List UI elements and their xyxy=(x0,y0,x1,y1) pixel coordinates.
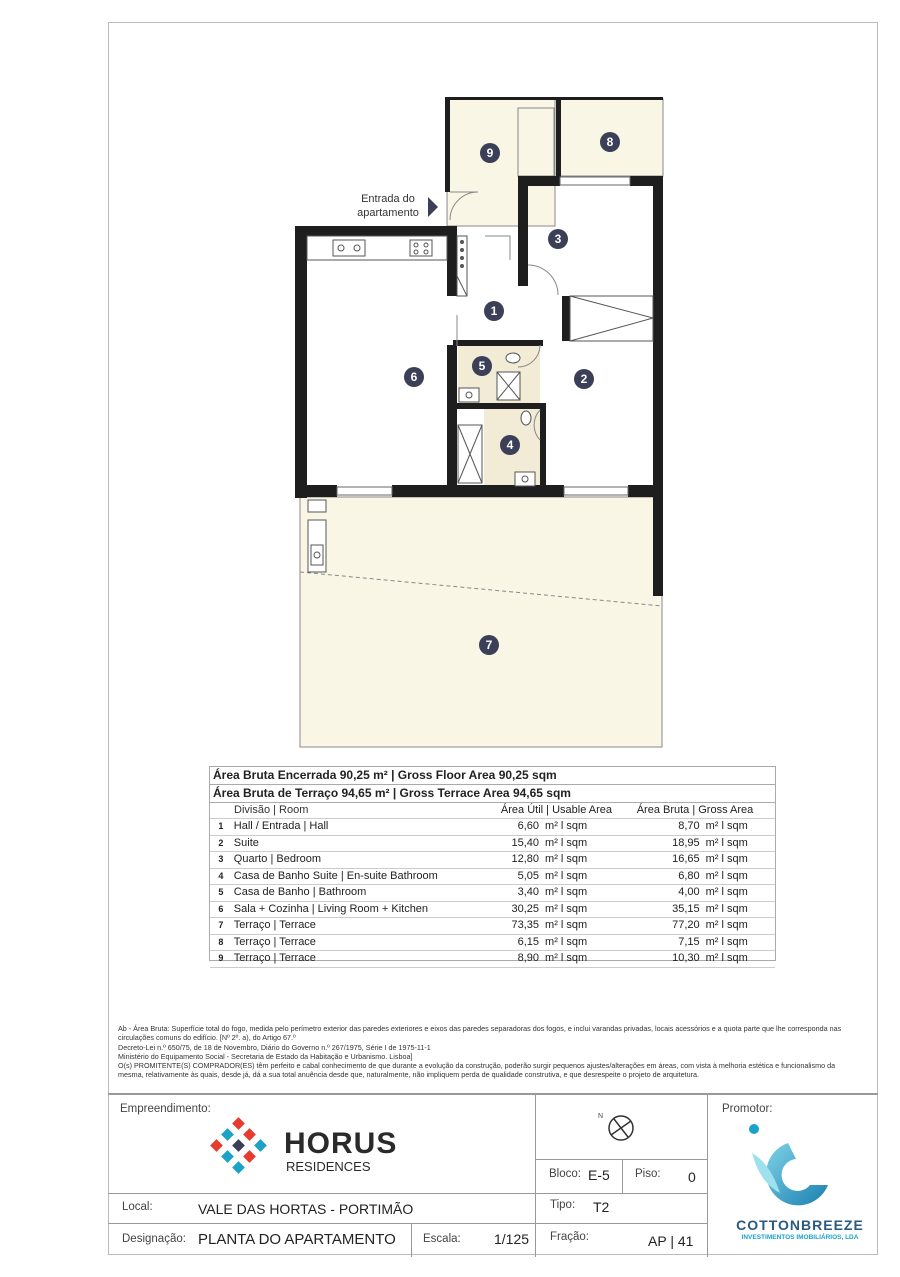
entrance-label xyxy=(352,192,424,220)
usable-unit: m² l sqm xyxy=(545,886,588,898)
wall-south xyxy=(307,485,337,497)
usable-area: 15,40 xyxy=(511,836,540,849)
wall-east xyxy=(653,176,663,596)
gross-area: 8,70 xyxy=(678,820,700,832)
usable-area: 6,15 xyxy=(517,935,540,948)
room-marker-8: 8 xyxy=(600,132,620,152)
designacao-label: Designação: xyxy=(122,1233,186,1245)
room-marker-9: 9 xyxy=(480,143,500,163)
usable-unit: m² l sqm xyxy=(545,935,588,948)
room-marker-3: 3 xyxy=(548,229,568,249)
table-row xyxy=(210,902,775,919)
room-number: 8 xyxy=(218,936,224,947)
room-number: 3 xyxy=(218,854,224,864)
brand-sub: RESIDENCES xyxy=(286,1159,371,1174)
promotor-sub: INVESTIMENTOS IMOBILIÁRIOS, LDA xyxy=(741,1234,859,1241)
gross-floor-area: Área Bruta Encerrada 90,25 m² | Gross Floor Area 90,25 sqm xyxy=(210,767,775,785)
tipo-label: Tipo: xyxy=(550,1199,576,1211)
bloco-value: E-5 xyxy=(588,1167,610,1183)
room-marker-4: 4 xyxy=(500,435,520,455)
note-line: Ministério do Equipamento Social - Secretaria de Estado da Habitação e Urbanismo. Lisboa] xyxy=(118,1051,413,1061)
bloco-label: Bloco: xyxy=(549,1168,581,1180)
usable-area: 5,05 xyxy=(517,869,540,882)
room-number: 9 xyxy=(218,953,224,963)
room-marker-2: 2 xyxy=(574,369,594,389)
gross-unit: m² l sqm xyxy=(705,952,748,964)
table-row xyxy=(210,819,775,836)
local-value: VALE DAS HORTAS - PORTIMÃO xyxy=(198,1201,414,1217)
col-gross: Área Bruta | Gross Area xyxy=(636,804,754,816)
usable-unit: m² l sqm xyxy=(545,919,588,931)
gross-unit: m² l sqm xyxy=(705,902,748,915)
escala-label: Escala: xyxy=(423,1233,461,1245)
room-marker-1: 1 xyxy=(484,301,504,321)
title-block xyxy=(108,1093,878,1255)
fracao-label: Fração: xyxy=(550,1231,589,1243)
legal-notes xyxy=(118,1024,866,1080)
gross-unit: m² l sqm xyxy=(705,853,748,865)
usable-area: 8,90 xyxy=(517,952,540,964)
room-name: Terraço | Terrace xyxy=(233,919,316,931)
room-number: 7 xyxy=(218,920,224,930)
usable-unit: m² l sqm xyxy=(545,952,588,964)
entrance-arrow-icon xyxy=(428,197,438,217)
room-number: 2 xyxy=(218,837,224,848)
gross-unit: m² l sqm xyxy=(705,836,748,849)
room-number: 4 xyxy=(218,870,224,881)
wall-west xyxy=(295,226,307,498)
gross-area: 7,15 xyxy=(678,935,700,948)
terrace-7-area xyxy=(300,497,662,747)
usable-area: 30,25 xyxy=(511,902,540,915)
gross-area: 18,95 xyxy=(672,836,700,849)
room-name: Casa de Banho Suite | En-suite Bathroom xyxy=(233,869,438,882)
room-name: Suite xyxy=(233,836,259,849)
entrance-label-line1: Entrada do xyxy=(361,193,415,205)
usable-unit: m² l sqm xyxy=(545,836,588,849)
usable-area: 6,60 xyxy=(517,820,540,832)
room-name: Sala + Cozinha | Living Room + Kitchen xyxy=(233,902,429,915)
table-row xyxy=(210,885,775,902)
gross-terrace-area: Área Bruta de Terraço 94,65 m² | Gross Terrace Area 94,65 sqm xyxy=(210,785,775,803)
note-line: Decreto-Lei n.º 650/75, de 18 de Novembro, Diário do Governo n.º 267/1975, Série I de 1975-11-1 xyxy=(118,1042,431,1052)
gross-area: 77,20 xyxy=(672,919,700,931)
piso-value: 0 xyxy=(688,1169,696,1185)
gross-area: 6,80 xyxy=(678,869,700,882)
note-line: circulações comuns do edifício. [Nº 2º. a), do Artigo 67.º xyxy=(118,1033,296,1043)
col-usable: Área Útil | Usable Area xyxy=(500,804,612,816)
promotor-label: Promotor: xyxy=(722,1103,773,1115)
col-room: Divisão | Room xyxy=(234,804,309,816)
note-line: O(s) PROMITENTE(S) COMPRADOR(ES) têm perfeito e cabal conhecimento de que durante a evolução da construção, poderão surgir pequenos ajustes/alterações em áreas, com vista à melhoria estética e funcionalismo da xyxy=(118,1061,836,1071)
note-line: Ab - Área Bruta: Superfície total do fogo, medida pelo perímetro exterior das paredes exteriores e eixos das paredes separadoras dos fogos, e inclui varandas privadas, locais acessórios e a quota parte que lhe corresponda nas xyxy=(118,1024,842,1033)
gross-unit: m² l sqm xyxy=(705,869,748,882)
piso-label: Piso: xyxy=(635,1168,661,1180)
terrace-9-area xyxy=(447,99,555,226)
brand-name: HORUS xyxy=(284,1127,398,1160)
usable-area: 73,35 xyxy=(511,919,540,931)
horus-logo xyxy=(204,1117,274,1177)
room-marker-7: 7 xyxy=(479,635,499,655)
gross-area: 35,15 xyxy=(672,902,700,915)
usable-area: 12,80 xyxy=(511,853,540,865)
usable-unit: m² l sqm xyxy=(545,853,588,865)
gross-area: 10,30 xyxy=(672,952,700,964)
usable-unit: m² l sqm xyxy=(545,902,588,915)
room-number: 1 xyxy=(218,821,224,831)
table-row xyxy=(210,918,775,935)
table-row xyxy=(210,951,775,968)
usable-area: 3,40 xyxy=(517,886,540,898)
gross-unit: m² l sqm xyxy=(705,919,748,931)
fracao-value: AP | 41 xyxy=(648,1233,694,1249)
gross-unit: m² l sqm xyxy=(705,886,748,898)
entrance-label-line2: apartamento xyxy=(357,207,419,219)
table-row xyxy=(210,852,775,869)
cottonbreeze-logo xyxy=(740,1123,836,1209)
gross-area: 4,00 xyxy=(678,886,700,898)
local-label: Local: xyxy=(122,1201,153,1213)
tipo-value: T2 xyxy=(593,1199,610,1215)
room-number: 6 xyxy=(218,903,224,914)
usable-unit: m² l sqm xyxy=(545,820,588,832)
table-row xyxy=(210,935,775,952)
empreendimento-label: Empreendimento: xyxy=(120,1103,211,1115)
room-name: Terraço | Terrace xyxy=(233,952,316,964)
room-marker-5: 5 xyxy=(472,356,492,376)
table-row xyxy=(210,869,775,886)
designacao-value: PLANTA DO APARTAMENTO xyxy=(198,1231,396,1248)
room-name: Hall / Entrada | Hall xyxy=(233,820,329,832)
wall-north-living xyxy=(295,226,455,236)
room-name: Terraço | Terrace xyxy=(233,935,316,948)
room-marker-6: 6 xyxy=(404,367,424,387)
room-number: 5 xyxy=(218,887,224,897)
gross-area: 16,65 xyxy=(672,853,700,865)
areas-table xyxy=(209,766,776,964)
gross-unit: m² l sqm xyxy=(705,820,748,832)
escala-value: 1/125 xyxy=(494,1231,530,1247)
table-header-row xyxy=(210,803,775,819)
north-arrow-icon xyxy=(606,1113,636,1143)
promotor-name: COTTONBREEZE xyxy=(736,1217,864,1233)
note-line: mesma, relativamente às quais, desde já, dá a sua total anuência desde que, naturalmente, não impliquem perda de qualidade construtiva, e que desrespeite o projeto de arquitetura. xyxy=(118,1070,699,1080)
table-row xyxy=(210,836,775,853)
room-name: Casa de Banho | Bathroom xyxy=(233,886,367,898)
north-label: N xyxy=(598,1113,604,1120)
room-name: Quarto | Bedroom xyxy=(233,853,322,865)
usable-unit: m² l sqm xyxy=(545,869,588,882)
gross-unit: m² l sqm xyxy=(705,935,748,948)
